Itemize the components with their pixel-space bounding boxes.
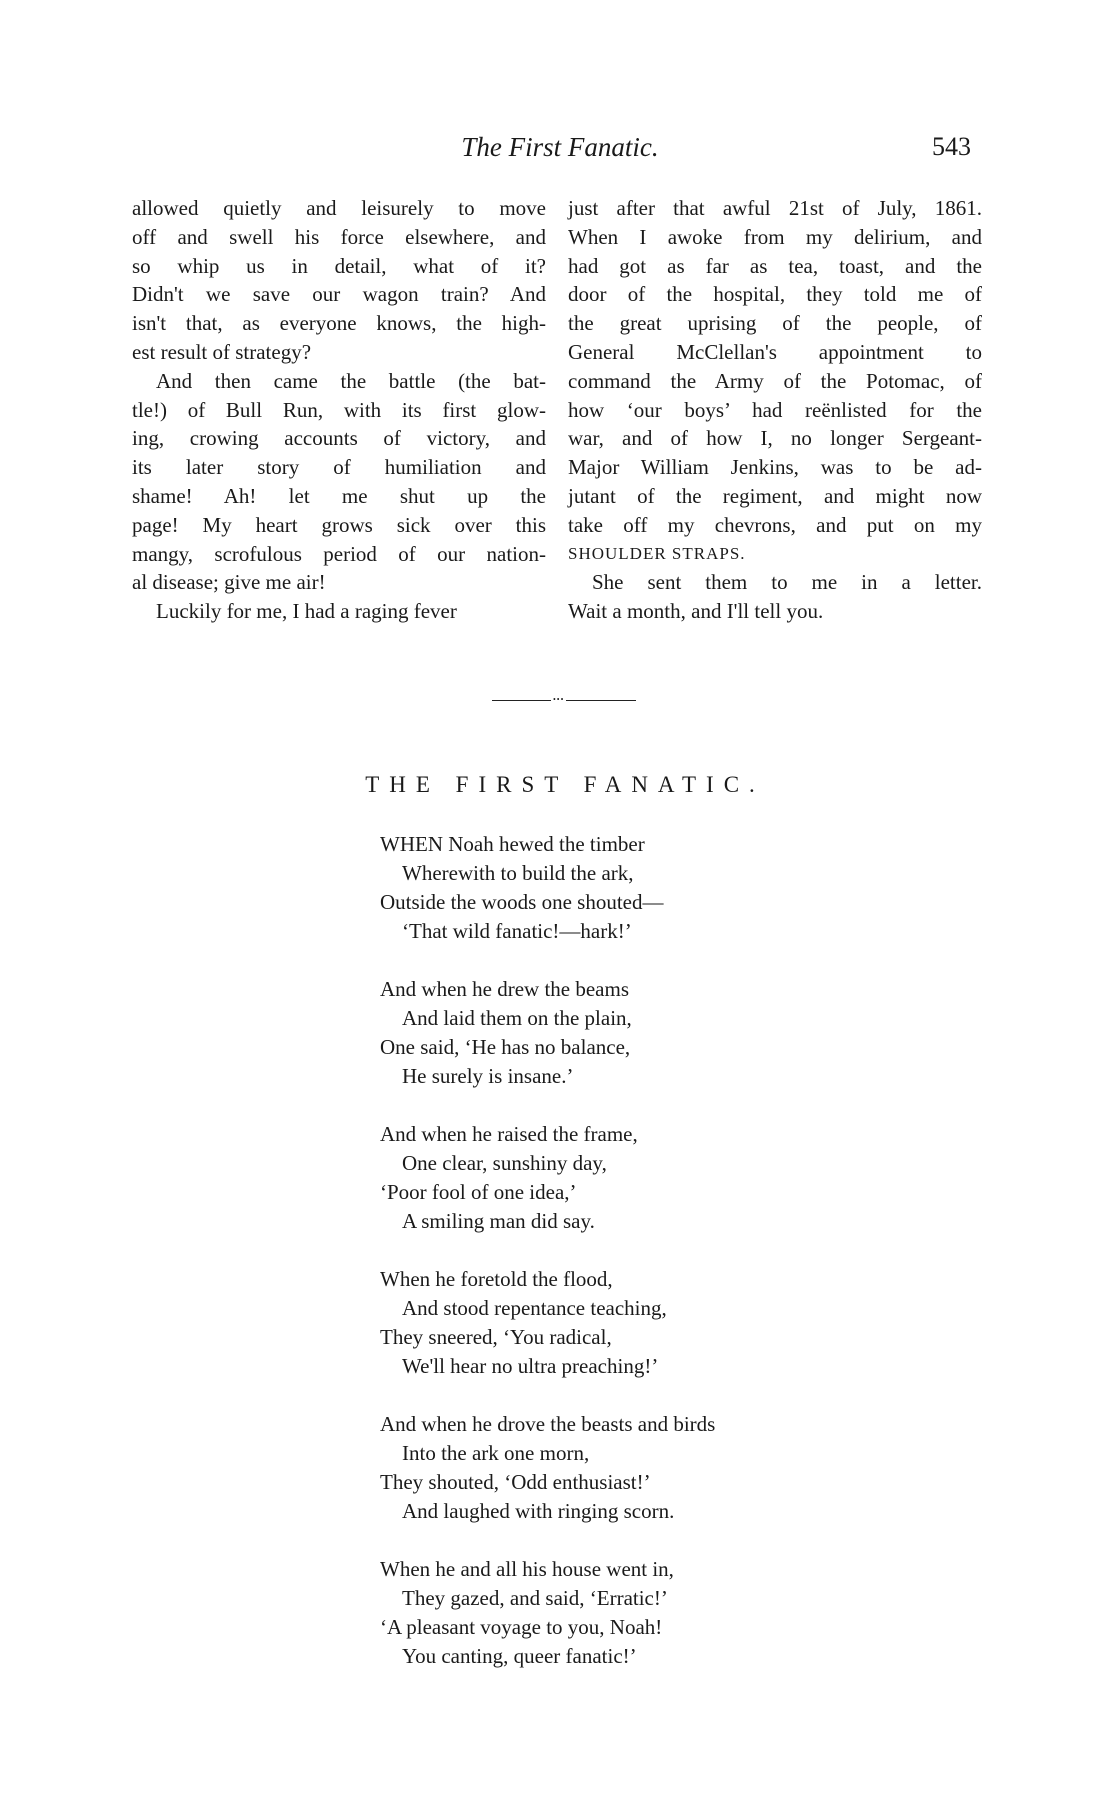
- poem-line: One said, ‘He has no balance,: [380, 1035, 631, 1059]
- text-line: Major William Jenkins, was to be ad-: [568, 455, 982, 480]
- text-line: take off my chevrons, and put on my: [568, 512, 982, 537]
- poem-stanza: [380, 1120, 715, 1236]
- text-line: war, and of how I, no longer Sergeant-: [568, 426, 982, 451]
- poem-line: And stood repentance teaching,: [402, 1296, 667, 1320]
- poem-line: ‘That wild fanatic!—hark!’: [402, 919, 632, 943]
- poem-stanza: [380, 1410, 715, 1526]
- text-line: Wait a month, and I'll tell you.: [568, 599, 824, 624]
- text-line: SHOULDER STRAPS.: [568, 543, 746, 563]
- text-line: had got as far as tea, toast, and the: [568, 253, 982, 278]
- text-line: jutant of the regiment, and might now: [568, 483, 982, 508]
- left-column: [132, 194, 546, 626]
- poem-line: ‘A pleasant voyage to you, Noah!: [380, 1615, 663, 1639]
- text-line: General McClellan's appointment to: [568, 339, 982, 364]
- text-line: Didn't we save our wagon train? And: [132, 282, 546, 307]
- poem-line: You canting, queer fanatic!’: [402, 1644, 637, 1668]
- poem-line: Into the ark one morn,: [402, 1441, 590, 1465]
- poem-stanza: [380, 830, 715, 946]
- poem-line: And when he drew the beams: [380, 977, 630, 1001]
- poem-stanza: [380, 975, 715, 1091]
- text-line: When I awoke from my delirium, and: [568, 224, 982, 249]
- poem-stanza: [380, 1265, 715, 1381]
- poem-line: They sneered, ‘You radical,: [380, 1325, 612, 1349]
- text-line: just after that awful 21st of July, 1861.: [568, 196, 982, 220]
- text-line: Luckily for me, I had a raging fever: [156, 599, 457, 624]
- text-line: allowed quietly and leisurely to move: [132, 196, 546, 220]
- poem-line: And laughed with ringing scorn.: [402, 1499, 675, 1523]
- poem-line: They shouted, ‘Odd enthusiast!’: [380, 1470, 651, 1494]
- text-line: its later story of humiliation and: [132, 455, 546, 480]
- text-line: She sent them to me in a letter.: [592, 570, 982, 595]
- poem-line: WHEN Noah hewed the timber: [380, 832, 645, 856]
- poem-line: We'll hear no ultra preaching!’: [402, 1354, 659, 1378]
- text-line: isn't that, as everyone knows, the high-: [132, 311, 546, 336]
- poem-line: He surely is insane.’: [402, 1064, 574, 1088]
- section-divider: [492, 695, 636, 704]
- text-line: page! My heart grows sick over this: [132, 512, 546, 537]
- text-line: the great uprising of the people, of: [568, 311, 982, 336]
- poem-line: Wherewith to build the ark,: [402, 861, 634, 885]
- poem-line: And when he drove the beasts and birds: [380, 1412, 716, 1436]
- poem-line: They gazed, and said, ‘Erratic!’: [402, 1586, 668, 1610]
- text-line: al disease; give me air!: [132, 570, 326, 595]
- page-number: 543: [932, 132, 971, 161]
- text-line: tle!) of Bull Run, with its first glow-: [132, 397, 546, 422]
- text-line: shame! Ah! let me shut up the: [132, 483, 546, 508]
- text-line: ing, crowing accounts of victory, and: [132, 426, 546, 451]
- poem-stanza: [380, 1555, 715, 1671]
- text-line: off and swell his force elsewhere, and: [132, 224, 546, 249]
- text-line: so whip us in detail, what of it?: [132, 253, 546, 278]
- poem-line: ‘Poor fool of one idea,’: [380, 1180, 577, 1204]
- right-column: [568, 194, 982, 626]
- text-line: door of the hospital, they told me of: [568, 282, 982, 307]
- divider-ornament: •••: [553, 695, 565, 704]
- poem-line: When he foretold the flood,: [380, 1267, 613, 1291]
- text-line: est result of strategy?: [132, 339, 312, 364]
- poem-body: [380, 830, 715, 1700]
- text-line: how ‘our boys’ had reënlisted for the: [568, 397, 982, 422]
- text-line: mangy, scrofulous period of our nation-: [132, 541, 546, 566]
- poem-line: And when he raised the frame,: [380, 1122, 638, 1146]
- poem-line: Outside the woods one shouted—: [380, 890, 664, 914]
- poem-title: THE FIRST FANATIC.: [365, 772, 765, 797]
- poem-line: When he and all his house went in,: [380, 1557, 674, 1581]
- running-header: The First Fanatic.: [461, 132, 659, 162]
- text-line: And then came the battle (the bat-: [156, 368, 546, 393]
- text-line: command the Army of the Potomac, of: [568, 368, 982, 393]
- poem-line: A smiling man did say.: [402, 1209, 595, 1233]
- poem-line: And laid them on the plain,: [402, 1006, 632, 1030]
- poem-line: One clear, sunshiny day,: [402, 1151, 607, 1175]
